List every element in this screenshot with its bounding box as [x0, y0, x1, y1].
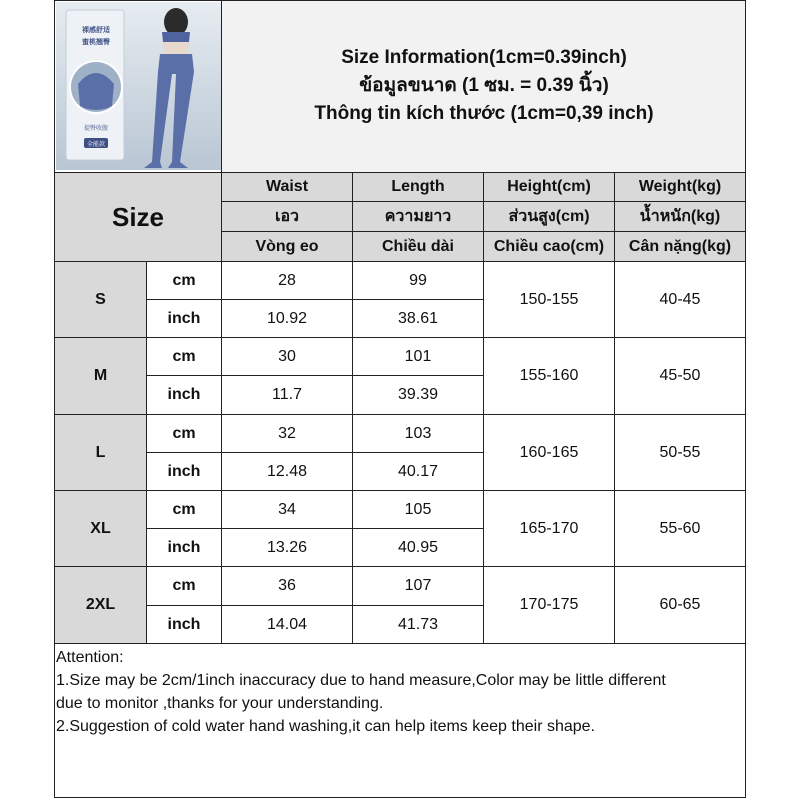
title-thai: ข้อมูลขนาด (1 ซม. = 0.39 นิ้ว) [359, 75, 609, 96]
col-weight-th: น้ำหนัก(kg) [615, 202, 745, 231]
unit-cm: cm [172, 577, 196, 594]
waist-cm: 28 [278, 271, 296, 289]
unit-cm: cm [172, 424, 196, 442]
waist-cm: 34 [278, 500, 296, 518]
waist-inch: 10.92 [266, 309, 308, 327]
title-english: Size Information(1cm=0.39inch) [341, 47, 627, 68]
waist-inch: 13.26 [266, 538, 308, 556]
col-length-en: Length [353, 173, 483, 201]
col-height-vi: Chiều cao(cm) [484, 232, 614, 261]
col-waist-vi: Vòng eo [222, 232, 352, 261]
badge-text-2: 蜜桃翘臀 [82, 38, 110, 46]
size-header: Size [55, 173, 221, 261]
size-l: L [55, 415, 146, 490]
height-range: 160-165 [519, 443, 579, 461]
length-cm: 107 [404, 577, 432, 594]
height-range: 170-175 [519, 596, 579, 613]
waist-cm: 32 [278, 424, 296, 442]
weight-range: 40-45 [659, 290, 701, 308]
unit-inch: inch [167, 309, 201, 327]
col-waist-en: Waist [222, 173, 352, 201]
unit-cm: cm [172, 347, 196, 365]
waist-inch: 11.7 [272, 386, 302, 403]
length-inch: 40.95 [397, 538, 439, 556]
col-weight-en: Weight(kg) [615, 173, 745, 201]
col-length-vi: Chiều dài [353, 232, 483, 261]
col-weight-vi: Cân nặng(kg) [615, 232, 745, 261]
waist-inch: 12.48 [266, 462, 308, 480]
length-inch: 41.73 [397, 615, 439, 633]
notes-heading: Attention: [56, 649, 124, 666]
weight-range: 55-60 [659, 519, 701, 537]
size-2xl: 2XL [55, 567, 146, 643]
badge-text-3: 提臀收腹 [83, 125, 109, 132]
col-length-th: ความยาว [353, 202, 483, 231]
title-vietnamese: Thông tin kích thước (1cm=0,39 inch) [314, 103, 654, 124]
height-range: 165-170 [519, 519, 579, 537]
length-cm: 101 [404, 347, 432, 365]
length-cm: 99 [409, 271, 427, 289]
badge-small: 全能款 [86, 141, 106, 148]
badge-text-1: 裸感舒适 [82, 26, 110, 34]
waist-cm: 36 [278, 577, 296, 594]
col-height-th: ส่วนสูง(cm) [484, 202, 614, 231]
length-inch: 39.39 [397, 386, 439, 403]
length-cm: 103 [404, 424, 432, 442]
length-inch: 38.61 [397, 309, 439, 327]
unit-cm: cm [172, 500, 196, 518]
unit-inch: inch [167, 538, 201, 556]
waist-inch: 14.04 [266, 615, 308, 633]
notes-line-3: 2.Suggestion of cold water hand washing,it can help items keep their shape. [56, 718, 595, 735]
col-waist-th: เอว [222, 202, 352, 231]
weight-range: 50-55 [659, 443, 701, 461]
size-s: S [55, 262, 146, 337]
col-height-en: Height(cm) [484, 173, 614, 201]
waist-cm: 30 [278, 347, 296, 365]
unit-cm: cm [172, 271, 196, 289]
size-xl: XL [55, 491, 146, 566]
weight-range: 60-65 [659, 596, 701, 613]
product-image [56, 2, 221, 170]
notes-line-1: 1.Size may be 2cm/1inch inaccuracy due to hand measure,Color may be little different [56, 672, 666, 689]
size-m: M [55, 338, 146, 414]
unit-inch: inch [167, 462, 201, 480]
notes-line-2: due to monitor ,thanks for your understanding. [56, 695, 384, 712]
title-block [222, 0, 746, 172]
unit-inch: inch [167, 386, 201, 403]
weight-range: 45-50 [659, 367, 701, 384]
height-range: 150-155 [519, 290, 579, 308]
length-inch: 40.17 [397, 462, 439, 480]
product-photo [56, 2, 221, 170]
length-cm: 105 [404, 500, 432, 518]
height-range: 155-160 [519, 367, 579, 384]
attention-notes [56, 646, 744, 738]
unit-inch: inch [167, 615, 201, 633]
